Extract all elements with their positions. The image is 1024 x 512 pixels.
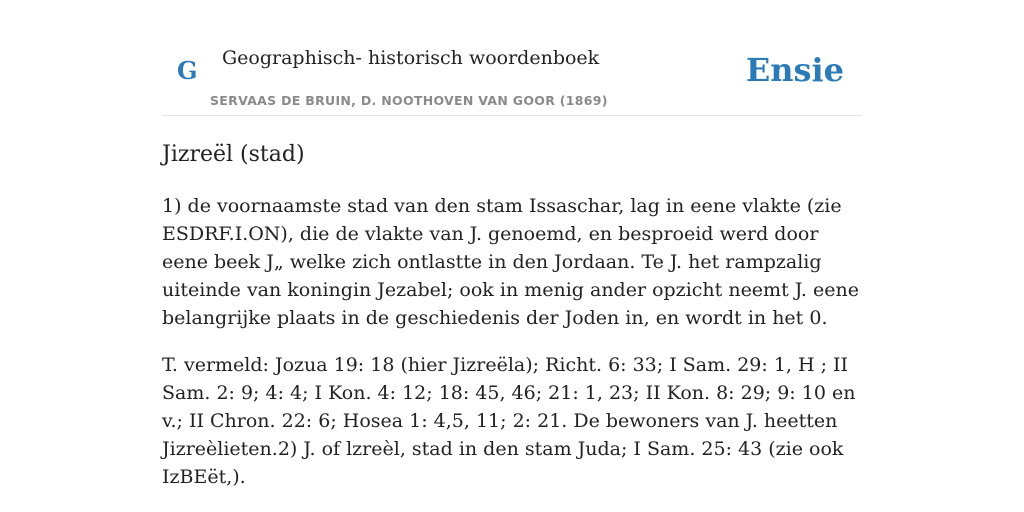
page: [162, 0, 862, 512]
header: [162, 0, 862, 116]
entry-paragraph: 1) de voornaamste stad van den stam Issaschar, lag in eene vlakte (zie ESDRF.I.ON), die de vlakte van J. genoemd, en besproeid werd door eene beek J„ welke zich ontlastte in den Jordaan. Te J. het rampzalig uiteinde van koningin Jezabel; ook in menig ander opzicht neemt J. eene belangrijke plaats in de geschiedenis der Joden in, en wordt in het 0.: [162, 195, 859, 329]
book-title[interactable]: Geographisch- historisch woordenboek: [222, 47, 600, 69]
ensie-logo[interactable]: Ensie: [745, 51, 844, 89]
entry-title: Jizreël (stad): [162, 142, 305, 167]
entry-paragraph: T. vermeld: Jozua 19: 18 (hier Jizreëla); Richt. 6: 33; I Sam. 29: 1, H ; II Sam. 2: 9; 4: 4; I Kon. 4: 12; 18: 45, 46; 21: 1, 23; II Kon. 8: 29; 9: 10 en v.; II Chron. 22: 6; Hosea 1: 4,5, 11; 2: 21. De bewoners van J. heetten Jizreèlieten.2) J. of lzreèl, stad in den stam Juda; I Sam. 25: 43 (zie ook IzBEët,).: [162, 354, 856, 488]
index-letter[interactable]: G: [177, 56, 198, 85]
entry-body: [162, 192, 862, 491]
book-authors: SERVAAS DE BRUIN, D. NOOTHOVEN VAN GOOR (1869): [210, 93, 608, 108]
